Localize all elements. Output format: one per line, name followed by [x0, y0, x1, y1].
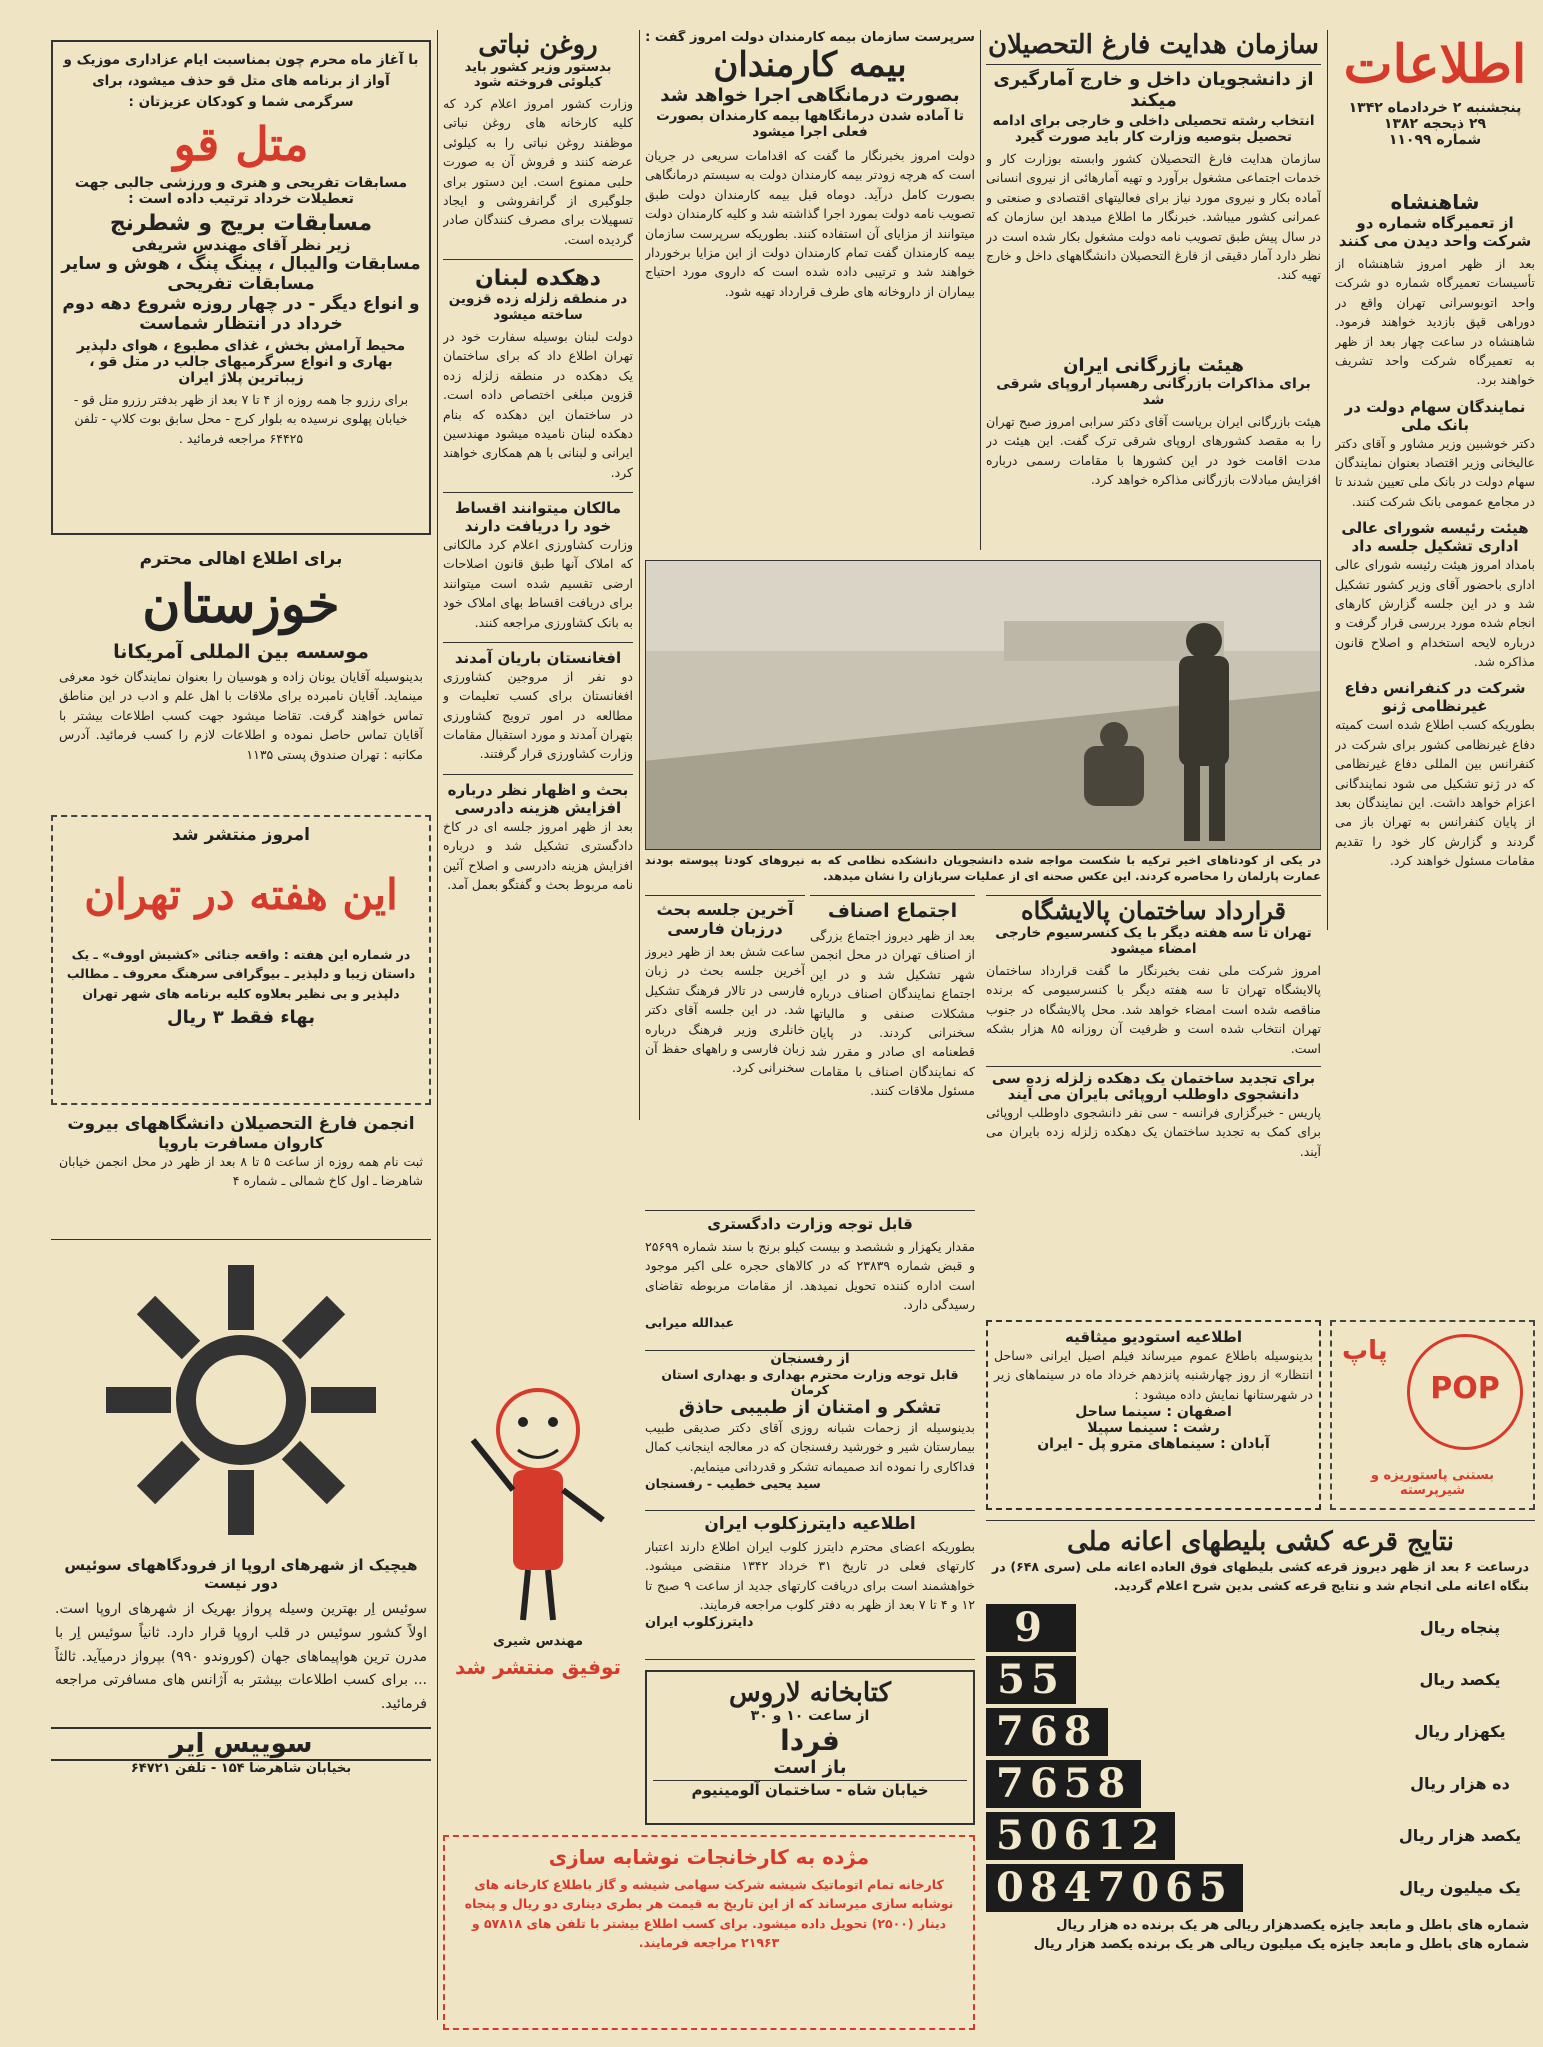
insurance-subhead-2: تا آماده شدن درمانگاهها بیمه کارمندان بصورت فعلی اجرا میشود [656, 108, 964, 140]
motel-intro: با آغاز ماه محرم چون بمناسبت ایام عزاداری موزیک و آواز از برنامه های متل قو حذف میشود، برای سرگرمی شما و کودکان عزیزتان : [63, 52, 419, 110]
rafsanjan-signature: سید یحیی خطیب - رفسنجان [645, 1476, 821, 1492]
diners-headline: اطلاعیه دایترزکلوب ایران [704, 1514, 916, 1534]
trade-mission-article [986, 355, 1321, 560]
film-headline: اطلاعیه استودیو میثاقیه [1065, 1328, 1242, 1346]
lottery-winning-number: 9 [986, 1604, 1076, 1652]
afghan-body: دو نفر از مروجین کشاورزی افغانستان برای کسب تعلیمات و مطالعه در امور ترویج کشاورزی بتهران آمدند و مورد استقبال مقامات وزارت کشاورزی قرار گرفتند. [443, 668, 633, 762]
larousse-brand: کتابخانه لاروس [729, 1678, 891, 1708]
volunteers-body: پاریس - خبرگزاری فرانسه - سی نفر دانشجوی داوطلب اروپائی برای کمک به تجدید ساختمان یک دهکده زلزله زده بایران می آیند. [986, 1104, 1321, 1159]
tofigh-line: توفیق منتشر شد [455, 1655, 621, 1679]
persian-headline: آخرین جلسه بحث درزبان فارسی [656, 900, 794, 938]
pop-icecream-ad [1330, 1320, 1535, 1510]
guild-body: بعد از ظهر دیروز اجتماع بزرگی از اصناف تهران در محل انجمن شهر تشکیل شد و در این اجتماع نمایندگان اصناف درباره مشکلات صنفی و مالیاتها سخنرانی کردند. در پایان قطعنامه ای صادر و مقرر شد که نمایندگان اصناف با مقامات مسئول ملاقات کنند. [810, 928, 975, 1098]
khuzestan-ad [51, 545, 431, 805]
cartoon-signature: مهندس شیری [492, 1634, 583, 1649]
rafsanjan-thanks [645, 1350, 975, 1505]
lottery-prize-label: یکصد هزار ریال [1398, 1826, 1522, 1846]
guild-article [810, 895, 975, 1200]
lottery-table [986, 1604, 1535, 1912]
motel-line-6: محیط آرامش بخش ، غذای مطبوع ، هوای دلپذیر بهاری و انواع سرگرمیهای جالب در متل قو ، زیباترین پلاژ ایران [76, 337, 406, 386]
lebanon-body: دولت لبنان بوسیله سفارت خود در تهران اطلاع داد که برای ساختمان یک دهکده در منطقه زلزله زده قزوین مبلغی اختصاص داده است. در ساختمان این دهکده که بنام دهکده لبنان نامیده میشود مهندسین ایرانی و لبنانی با هم همکاری خواهند کرد. [443, 329, 633, 480]
fee-body: بعد از ظهر امروز جلسه ای در کاخ دادگستری تشکیل شد و درباره افزایش هزینه دادرسی و اصلاح آئین نامه مربوط بحث و گفتگو بعمل آمد. [443, 818, 633, 892]
soda-headline: مژده به کارخانجات نوشابه سازی [548, 1845, 870, 1869]
guild-headline: اجتماع اصناف [827, 900, 958, 922]
justice-body: مقدار یکهزار و ششصد و بیست کیلو برنج با سند شماره ۲۵۶۹۹ و قبض شماره ۲۳۸۳۹ که در کالاهای حجره علی اکبر موجود است اداره کننده تحویل نمیدهد. از مقامات مربوطه تقاضای رسیدگی دارد. [645, 1239, 975, 1313]
trade-body: هیئت بازرگانی ایران بریاست آقای دکتر سرابی امروز صبح تهران را به مقصد کشورهای اروپای شرقی ترک گفت. این هیئت در مدت اقامت خود در این کشورها با مقامات رسمی درباره افزایش مبادلات بازرگانی مذاکره خواهد کرد. [986, 414, 1321, 488]
bank-body: دکتر خوشبین وزیر مشاور و آقای دکتر عالیخانی وزیر اقتصاد بعنوان نمایندگان سهام دولت در بانک ملی تعیین شدند تا در مجامع عمومی بانک شرکت کنند. [1335, 435, 1535, 509]
shah-body: بعد از ظهر امروز شاهنشاه از تأسیسات تعمیرگاه شماره دو شرکت واحد اتوبوسرانی تهران واقع در دوراهی قپق بازدید خواهند فرمود. شاهنشاه در ساعت چهار بعد از ظهر به تعمیرگاه شرکت واحد تشریف خواهند برد. [1335, 256, 1535, 388]
motel-line-4: مسابقات والیبال ، پینگ پنگ ، هوش و سایر مسابقات تفریحی [61, 253, 421, 294]
column-divider [980, 30, 981, 550]
soda-bottle-ad [443, 1835, 975, 2030]
lebanon-subhead: در منطقه زلزله زده قزوین ساخته میشود [448, 291, 628, 323]
shah-subhead: از تعمیرگاه شماره دو شرکت واحد دیدن می کنند [1338, 214, 1532, 250]
swissair-address: بخیابان شاهرضا ۱۵۴ - تلفن ۶۴۷۲۱ [130, 1760, 352, 1776]
masthead-date: پنجشنبه ۲ خردادماه ۱۳۴۲ [1348, 100, 1522, 116]
pop-logo [1407, 1334, 1523, 1450]
lottery-footnote-2: شماره های باطل و مابعد جایزه یک میلیون ریالی هر یک برنده یکصد هزار ریال [1033, 1936, 1529, 1952]
motel-line-5: و انواع دیگر - در چهار روزه شروع دهه دوم خرداد در انتظار شماست [62, 293, 420, 334]
oil-body: وزارت کشور امروز اعلام کرد که کلیه کارخانه های روغن نباتی موظفند روغن نباتی را به کیلوئی عرضه کنند و فروش آن به صورت حلبی ممنوع است. این دستور برای جلوگیری از گرانفروشی و ایجاد تسهیلات برای مصرف کنندگان صادر گردیده است. [443, 96, 633, 247]
lottery-row [986, 1812, 1535, 1860]
council-headline: هیئت رئیسه شورای عالی اداری تشکیل جلسه داد [1341, 519, 1529, 556]
refinery-body: امروز شرکت ملی نفت بخبرنگار ما گفت قرارداد ساختمان پالایشگاه تهران تا سه هفته دیگر با کنسرسیومی که برنده مناقصه شده است امضاء خواهد شد. محل پالایشگاه در جنوب تهران انتخاب شده است و ظرفیت آن روزانه ۸۵ هزار بشکه است. [986, 963, 1321, 1056]
persian-body: ساعت شش بعد از ظهر دیروز آخرین جلسه بحث در زبان فارسی در تالار فرهنگ تشکیل شد. در این جلسه آقای دکتر خانلری وزیر فرهنگ درباره زبان فارسی و راههای حفظ آن سخنرانی کرد. [645, 944, 805, 1076]
larousse-open: باز است [773, 1757, 847, 1778]
lottery-row [986, 1708, 1535, 1756]
larousse-library-ad [645, 1670, 975, 1825]
justice-headline: قابل توجه وزارت دادگستری [707, 1215, 913, 1233]
oil-headline: روغن نباتی [478, 30, 598, 60]
soda-body: کارخانه تمام اتوماتیک شیشه شرکت سهامی شیشه و گاز باطلاع کارخانه های نوشابه سازی میرساند که از این تاریخ به قیمت هر بطری دیناری دو ریال و پنجاه دینار (۲۵۰۰) تحویل داده میشود. برای کسب اطلاع بیشتر با تلفن های ۵۷۸۱۸ و ۲۱۹۶۳ مراجعه فرمایند. [464, 1877, 954, 1951]
larousse-hours: از ساعت ۱۰ و ۳۰ [750, 1708, 870, 1724]
insurance-headline: بیمه کارمندان [713, 45, 907, 85]
motel-line-2: مسابقات بریج و شطرنج [109, 210, 373, 236]
masthead [1335, 30, 1535, 180]
rafsanjan-pretitle: از رفسنجان [770, 1351, 850, 1367]
lottery-winning-number: 55 [986, 1656, 1076, 1704]
oil-subhead: بدستور وزیر کشور باید کیلوئی فروخته شود [464, 60, 612, 90]
lottery-intro: درساعت ۶ بعد از ظهر دیروز قرعه کشی بلیطهای فوق العاده اعانه ملی (سری ۶۴۸) در بنگاه اعانه ملی انجام شد و نتایج قرعه کشی بدین شرح اعلام گردید. [992, 1559, 1529, 1594]
cartoon-ad [443, 1360, 633, 1715]
column-right [1335, 190, 1535, 930]
motel-line-1: مسابقات تفریحی و هنری و ورزشی جالبی جهت تعطیلات خرداد ترتیب داده است : [74, 174, 408, 207]
rafsanjan-headline: تشکر و امتنان از طبیبی حاذق [678, 1397, 942, 1418]
swissair-brand: سوییس اِیر [51, 1727, 431, 1761]
persian-language-article [645, 895, 805, 1200]
weekly-magazine-ad [51, 815, 431, 1105]
alumni-headline: انجمن فارغ التحصیلان دانشگاههای بیروت [67, 1114, 415, 1134]
fee-headline: بحث و اظهار نظر درباره افزایش هزینه دادرسی [443, 774, 633, 817]
cartoon-figure-image [443, 1360, 633, 1630]
weekly-pretitle: امروز منتشر شد [172, 825, 310, 845]
lottery-winning-number: 7658 [986, 1760, 1141, 1808]
column-divider [437, 30, 438, 2020]
afghan-headline: افغانستان باریان آمدند [443, 642, 633, 667]
justice-notice [645, 1210, 975, 1345]
lottery-prize-label: یکصد ریال [1419, 1670, 1501, 1690]
farm-body: وزارت کشاورزی اعلام کرد مالکانی که املاک آنها طبق قانون اصلاحات ارضی تقسیم شده است میتوانند برای دریافت اقساط بهای املاک خود به بانک کشاورزی مراجعه کنند. [443, 537, 633, 630]
weekly-brand: این هفته در تهران [84, 870, 398, 919]
justice-signature: عبدالله میرابی [645, 1314, 735, 1330]
motel-line-3: زیر نظر آقای مهندس شریفی [131, 235, 351, 254]
diners-body: بطوریکه اعضای محترم دایترز کلوب ایران اطلاع دارند اعتبار کارتهای فعلی در تاریخ ۳۱ خرداد ۱۳۴۲ منقضی میشود. خواهشمند است برای دریافت کارتهای جدید از ساعت ۹ صبح تا ۱۲ و ۴ تا ۷ بعد از ظهر به دفتر کلوب مراجعه فرمایند. [645, 1539, 975, 1613]
bank-headline: نمایندگان سهام دولت در بانک ملی [1344, 397, 1526, 434]
film-city-2: رشت : سینما سپیلا [1087, 1420, 1220, 1437]
geneva-body: بطوریکه کسب اطلاع شده است کمیته دفاع غیرنظامی کشور برای شرکت در کنفرانس بین المللی دفاع غیرنظامی که در ژنو تشکیل می شود نمایندگانی اعزام خواهد داشت. این نمایندگان بعد از پایان کنفرانس به تهران باز می گردند و گزارش کار خود را تقدیم مقامات مسئول خواهند کرد. [1335, 717, 1535, 868]
diners-signature: دایترزکلوب ایران [645, 1614, 754, 1630]
khuzestan-title: خوزستان [142, 574, 340, 635]
lottery-row [986, 1604, 1535, 1652]
shah-headline: شاهنشاه [1390, 190, 1480, 214]
lottery-row [986, 1760, 1535, 1808]
refinery-subhead: تهران تا سه هفته دیگر با یک کنسرسیوم خارجی امضاء میشود [995, 925, 1312, 957]
film-city-3: آبادان : سینماهای مترو پل - ایران [1037, 1436, 1270, 1453]
photo-caption [645, 852, 1321, 888]
graduates-subhead: از دانشجویان داخل و خارج آمارگیری میکند [993, 69, 1314, 111]
weekly-price: بهاء فقط ۳ ریال [167, 1007, 315, 1029]
graduates-subhead-2: انتخاب رشته تحصیلی داخلی و خارجی برای ادامه تحصیل بتوصیه وزارت کار باید صورت گیرد [992, 113, 1315, 145]
graduates-body: سازمان هدایت فارغ التحصیلان کشور وابسته بوزارت کار و خدمات اجتماعی مشغول برآورد و تهیه آمارهائی از نیروی انسانی آماده بکار و نیروی مورد نیاز برای فعالیتهای اقتصادی و صنعتی و عمرانی کشور میباشد. خبرنگار ما اطلاع میدهد این سازمان که در سال پیش طبق تصویب نامه دولت مشغول بکار شده است در نظر دارد آمار دقیقی از فارغ التحصیلان دانشگاههای داخل و خارج تهیه کند. [986, 151, 1321, 283]
trade-subhead: برای مذاکرات بازرگانی رهسپار اروپای شرقی شد [996, 376, 1311, 408]
sun-star-icon [106, 1265, 376, 1535]
lottery-winning-number: 768 [986, 1708, 1108, 1756]
pop-logo-text: POP [1430, 1371, 1500, 1406]
beirut-alumni-ad [51, 1110, 431, 1240]
film-notice [986, 1320, 1321, 1510]
film-body: بدینوسیله باطلاع عموم میرساند فیلم اصیل ایرانی «ساحل انتظار» از روز چهارشنبه پانزدهم خرداد ماه در سینماهای زیر در شهرستانها نمایش داده میشود : [994, 1348, 1313, 1402]
masthead-issue: شماره ۱۱۰۹۹ [1388, 132, 1482, 148]
insurance-body: دولت امروز بخبرنگار ما گفت که اقدامات سریعی در جریان است که هرچه زودتر بیمه کارمندان دولت به سیستم درمانگاهی بصورت کامل درآید. دوماه قبل بیمه کارمندان دولت طبق تصویب نامه دولت بمورد اجرا گذاشته شد و کلیه کارمندان دولت میتوانند از مزایای آن استفاده کنند. بطوریکه سرپرست سازمان بیمه کارمندان گفت تمام کارمندان دولت از این مزایا برخوردار خواهند شد و ترتیبی داده شده است که داروی مورد احتیاج بیماران از داروخانه های طرف قرارداد تهیه شود. [645, 148, 975, 299]
graduates-headline: سازمان هدایت فارغ التحصیلان [986, 30, 1321, 65]
column-divider [639, 30, 640, 1120]
lottery-prize-label: یک میلیون ریال [1399, 1878, 1521, 1898]
refinery-headline: قرارداد ساختمان پالایشگاه [1021, 896, 1286, 925]
motel-ghoo-ad [51, 40, 431, 535]
photo-soldiers-image [645, 561, 1320, 850]
council-body: بامداد امروز هیئت رئیسه شورای عالی اداری باحضور آقای وزیر کشور تشکیل شد و در این جلسه گزارش کارهای انجام شده مورد بررسی قرار گرفت و درباره لایحه استخدام و اصلاح قانون مذاکره شد. [1335, 557, 1535, 669]
rafsanjan-subhead: قابل توجه وزارت محترم بهداری و بهداری استان کرمان [661, 1367, 959, 1397]
lottery-results [986, 1520, 1535, 2035]
lebanon-headline: دهکده لبنان [443, 259, 633, 291]
diners-club-notice [645, 1510, 975, 1660]
larousse-address: خیابان شاه - ساختمان آلومینیوم [653, 1780, 967, 1799]
trade-headline: هیئت بازرگانی ایران [1063, 355, 1244, 376]
khuzestan-pretitle: برای اطلاع اهالی محترم [139, 549, 343, 569]
lottery-prize-label: یکهزار ریال [1414, 1722, 1506, 1742]
column-insurance [645, 30, 975, 550]
lottery-row [986, 1656, 1535, 1704]
alumni-body: ثبت نام همه روزه از ساعت ۵ تا ۸ بعد از ظهر در محل انجمن خیابان شاهرضا ـ اول کاخ شمالی ـ شماره ۴ [59, 1154, 423, 1189]
column-oil [443, 30, 633, 1350]
insurance-kicker: سرپرست سازمان بیمه کارمندان دولت امروز گفت : [645, 30, 975, 45]
film-city-1: اصفهان : سینما ساحل [1075, 1404, 1232, 1421]
lottery-row [986, 1864, 1535, 1912]
refinery-article [986, 895, 1321, 1310]
column-divider [1327, 30, 1328, 930]
lottery-prize-label: پنجاه ریال [1419, 1618, 1501, 1638]
column-graduates [986, 30, 1321, 350]
lottery-headline: نتایج قرعه کشی بلیطهای اعانه ملی [1066, 1527, 1455, 1557]
masthead-logo: اطلاعات [1343, 34, 1527, 95]
lottery-winning-number: 50612 [986, 1812, 1175, 1860]
swissair-star-graphic [51, 1250, 431, 1550]
khuzestan-body: بدینوسیله آقایان یونان زاده و هوسیان را بعنوان نمایندگان خود معرفی مینماید. آقایان نامبرده برای ملاقات با اهل علم و ادب در این مناطق تماس خواهند گرفت. تقاضا میشود جهت کسب اطلاعات بیشتر با آقایان تماس حاصل نموده و اطلاعات لازم را کسب فرمائید. آدرس مکاتبه : تهران صندوق پستی ۱۱۳۵ [59, 669, 423, 762]
larousse-tomorrow: فردا [780, 1724, 840, 1757]
news-photo [645, 560, 1321, 850]
khuzestan-org: موسسه بین المللی آمریکانا [113, 641, 369, 663]
lottery-footnote-1: شماره های باطل و مابعد جایزه یکصدهزار ریالی هر یک برنده ده هزار ریال [1056, 1917, 1529, 1933]
lottery-prize-label: ده هزار ریال [1410, 1774, 1510, 1794]
lottery-winning-number: 0847065 [986, 1864, 1243, 1912]
pop-brand-fa: پاپ [1342, 1336, 1388, 1366]
volunteers-subhead: برای تجدید ساختمان یک دهکده زلزله زده سی دانشجوی داوطلب اروپائی بایران می آیند [986, 1066, 1321, 1103]
alumni-subhead: کاروان مسافرت باروپا [158, 1134, 324, 1152]
swissair-headline: هیچیک از شهرهای اروپا از فرودگاههای سوئیس دور نیست [64, 1556, 418, 1592]
motel-brand: متل قو [173, 116, 309, 171]
weekly-body: در شماره این هفته : واقعه جنائی «کشیش اووف» ـ یک داستان زیبا و دلپذیر ـ بیوگرافی سرهنگ معروف ـ مطالب دلپذیر و بی نظیر بعلاوه کلیه برنامه های شهر تهران [66, 947, 416, 1001]
motel-line-7: برای رزرو جا همه روزه از ۴ تا ۷ بعد از ظهر بدفتر رزرو متل قو - خیابان پهلوی نرسیده به بلوار کرج - محل سابق بوت کلاپ - تلفن ۶۴۴۲۵ مراجعه فرمائید . [73, 391, 409, 446]
geneva-headline: شرکت در کنفرانس دفاع غیرنظامی ژنو [1344, 679, 1526, 716]
swissair-ad [51, 1250, 431, 2030]
masthead-hijri: ۲۹ ذیحجه ۱۳۸۲ [1383, 116, 1487, 132]
insurance-subhead: بصورت درمانگاهی اجرا خواهد شد [660, 85, 960, 106]
swissair-body: سوئیس اِر بهترین وسیله پرواز بهریک از شهرهای اروپا است. اولاً کشور سوئیس در قلب اروپا قرار دارد. ثانیاً سوئیس اِر با مدرن ترین هواپیماهای جهان (کوروندو ۹۹۰) بپرواز درمیآید. ثالثاً ... برای کسب اطلاعات بیشتر به آژانس های مسافرتی مراجعه فرمائید. [55, 1601, 428, 1713]
rafsanjan-body: بدینوسیله از زحمات شبانه روزی آقای دکتر صدیقی طبیب بیمارستان شیر و خورشید رفسنجان که در معالجه اینجانب کمال فداکاری را نموده اند صمیمانه تشکر و قدردانی مینمایم. [645, 1420, 975, 1474]
pop-label: بستنی پاستوریزه و شیرپرسته [1370, 1468, 1495, 1498]
farm-headline: مالکان میتوانند اقساط خود را دریافت دارند [443, 492, 633, 535]
photo-caption-text: در یکی از کودتاهای اخیر ترکیه با شکست مواجه شده دانشجویان دانشکده نظامی که به نیروهای کودتا پیوسته بودند عمارت پارلمان را محاصره کردند. این عکس صحنه ای از عملیات سربازان را نشان میدهد. [645, 853, 1321, 884]
